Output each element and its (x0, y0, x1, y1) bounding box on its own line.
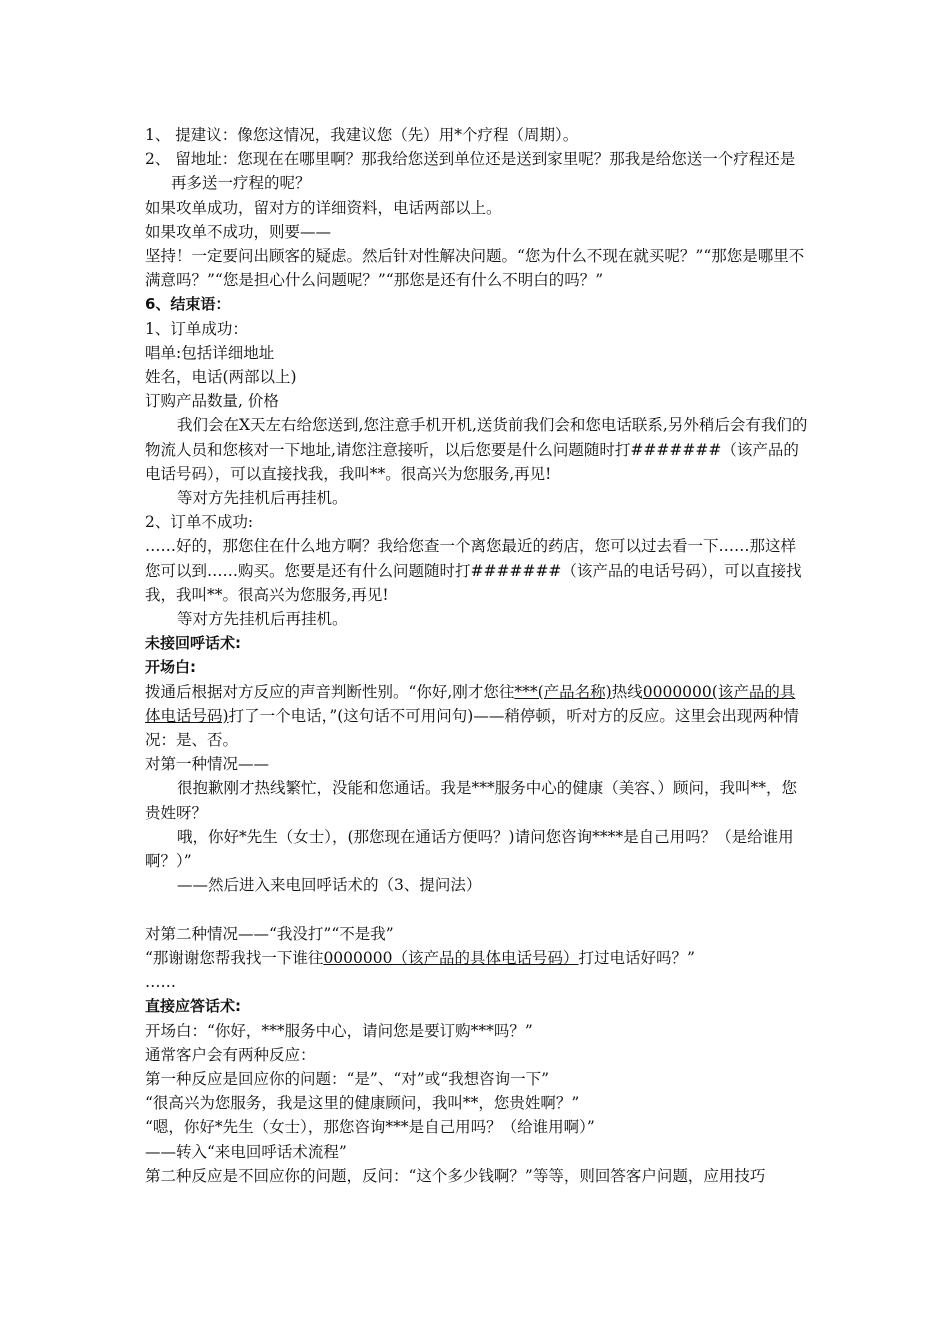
paragraph: 坚持！一定要问出顾客的疑虑。然后针对性解决问题。“您为什么不现在就买呢？”“那您是哪里不满意吗？”“您是担心什么问题呢？”“那您是还有什么不明白的吗？” (145, 247, 805, 290)
paragraph: 唱单:包括详细地址 (145, 343, 275, 362)
paragraph: …… (145, 973, 176, 992)
paragraph: 通常客户会有两种反应： (145, 1045, 316, 1064)
underlined-text: ***(产品名称) (514, 682, 612, 701)
text-span: “那谢谢您帮我找一下谁往 (145, 948, 324, 967)
paragraph: 姓名，电话(两部以上) (145, 368, 297, 387)
paragraph: ……好的，那您住在什么地方啊？我给您查一个离您最近的药店，您可以过去看一下……那这样您可以到……购买。您要是还有什么问题随时打#######（该产品的电话号码），可以直接找我，我叫**。很高兴为您服务,再见! (145, 537, 802, 604)
underlined-text: 0000000（该产品的具体电话号码） (323, 948, 579, 967)
paragraph: 如果攻单不成功，则要—— (145, 222, 332, 241)
paragraph: 如果攻单成功，留对方的详细资料，电话两部以上。 (145, 198, 502, 217)
underlined-text: 0000000(该产品的具体电话号码) (145, 682, 796, 725)
text-span: 拨通后根据对方反应的声音判断性别。“你好,刚才您往 (145, 682, 515, 701)
paragraph: 很抱歉刚才热线繁忙，没能和您通话。我是***服务中心的健康（美容、）顾问，我叫**，您贵姓呀？ (145, 779, 798, 822)
paragraph: 1、 提建议：像您这情况，我建议您（先）用*个疗程（周期）。 (145, 126, 579, 144)
paragraph: 等对方先挂机后再挂机。 (177, 610, 348, 629)
text-span: 热线 (611, 682, 643, 701)
paragraph: 等对方先挂机后再挂机。 (177, 489, 348, 508)
paragraph: 2、订单不成功: (145, 513, 254, 532)
paragraph: 开场白：“你好，***服务中心，请问您是要订购***吗？” (145, 1021, 533, 1040)
paragraph: 第一种反应是回应你的问题：“是”、“对”或“我想咨询一下” (145, 1069, 550, 1088)
section-heading: 6、结束语： (145, 295, 231, 314)
section-heading: 开场白: (145, 658, 196, 677)
paragraph: 第二种反应是不回应你的问题，反问：“这个多少钱啊？”等等，则回答客户问题，应用技巧 (145, 1166, 766, 1185)
document-body (145, 123, 810, 1188)
section-heading: 未接回呼话术: (145, 634, 241, 653)
paragraph: 哦，你好*先生（女士），(那您现在通话方便吗？)请问您咨询****是自己用吗？（是给谁用啊？）” (145, 827, 794, 871)
paragraph: 2、 留地址：您现在在哪里啊？那我给您送到单位还是送到家里呢？那我是给您送一个疗程还是再多送一疗程的呢？ (145, 150, 796, 193)
text-span: 打过电话好吗？” (578, 948, 695, 967)
blank-line (145, 898, 810, 922)
paragraph: “很高兴为您服务，我是这里的健康顾问，我叫**，您贵姓啊？” (145, 1094, 580, 1113)
paragraph: 对第二种情况——“我没打”“不是我” (145, 924, 394, 943)
section-heading: 直接应答话术: (145, 997, 241, 1016)
paragraph: ——转入“来电回呼话术流程” (145, 1142, 347, 1161)
paragraph: 订购产品数量, 价格 (145, 392, 279, 411)
paragraph: 1、订单成功： (145, 319, 248, 338)
paragraph: 我们会在X天左右给您送到,您注意手机开机,送货前我们会和您电话联系,另外稍后会有我们的物流人员和您核对一下地址,请您注意接听，以后您要是什么问题随时打#######（该产品的电话号码），可以直接找我，我叫**。很高兴为您服务,再见! (145, 416, 808, 483)
paragraph (145, 946, 810, 970)
text-span: 打了一个电话，”(这句话不可用问句)——稍停顿，听对方的反应。这里会出现两种情况：是、否。 (145, 706, 799, 750)
paragraph: 对第一种情况—— (145, 755, 270, 774)
paragraph (145, 680, 810, 753)
paragraph: ——然后进入来电回呼话术的（3、提问法） (177, 876, 482, 895)
paragraph: “嗯，你好*先生（女士），那您咨询***是自己用吗？（给谁用啊）” (145, 1118, 595, 1137)
